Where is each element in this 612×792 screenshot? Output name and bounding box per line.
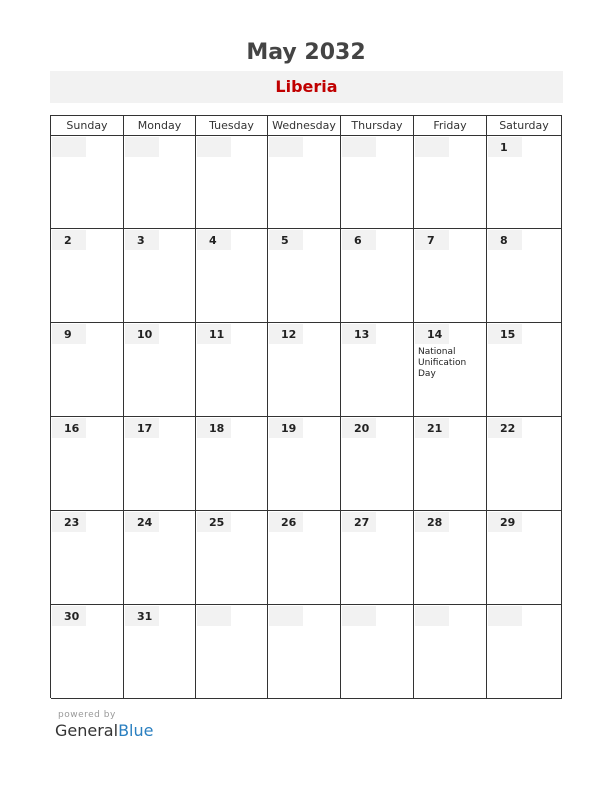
day-number-box bbox=[52, 324, 86, 344]
day-cell bbox=[268, 417, 341, 511]
day-number: 19 bbox=[281, 422, 297, 435]
day-number-box bbox=[415, 418, 449, 438]
day-number-box bbox=[52, 512, 86, 532]
weekday-header-1: Monday bbox=[124, 116, 196, 136]
day-cell bbox=[268, 605, 341, 699]
day-cell bbox=[51, 136, 124, 229]
day-number-box bbox=[415, 512, 449, 532]
day-cell bbox=[414, 605, 487, 699]
powered-by-text: powered by bbox=[58, 710, 116, 720]
day-cell bbox=[51, 605, 124, 699]
day-cell bbox=[341, 417, 414, 511]
weekday-header-4: Thursday bbox=[341, 116, 414, 136]
day-cell bbox=[196, 229, 268, 323]
day-number: 24 bbox=[137, 516, 153, 529]
day-number: 14 bbox=[427, 328, 443, 341]
day-cell bbox=[341, 605, 414, 699]
day-number: 4 bbox=[209, 234, 217, 247]
day-number-box bbox=[269, 512, 303, 532]
brand-general: General bbox=[55, 721, 119, 740]
day-number: 31 bbox=[137, 610, 153, 623]
day-number-box bbox=[197, 606, 231, 626]
generalblue-logo[interactable] bbox=[55, 721, 153, 740]
day-number: 20 bbox=[354, 422, 370, 435]
day-number: 7 bbox=[427, 234, 435, 247]
weekday-header-5: Friday bbox=[414, 116, 487, 136]
day-number: 15 bbox=[500, 328, 516, 341]
day-number-box bbox=[52, 230, 86, 250]
day-number: 17 bbox=[137, 422, 153, 435]
day-cell bbox=[268, 323, 341, 417]
holiday-label: National Unification Day bbox=[418, 347, 467, 379]
day-number: 1 bbox=[500, 141, 508, 154]
day-number: 6 bbox=[354, 234, 362, 247]
day-number-box bbox=[342, 418, 376, 438]
day-number-box bbox=[415, 230, 449, 250]
day-number-box bbox=[488, 606, 522, 626]
day-number: 28 bbox=[427, 516, 443, 529]
day-number-box bbox=[197, 418, 231, 438]
day-number-box bbox=[488, 418, 522, 438]
day-number: 26 bbox=[281, 516, 297, 529]
day-cell bbox=[124, 511, 196, 605]
day-number-box bbox=[269, 418, 303, 438]
day-number-box bbox=[415, 324, 449, 344]
day-number-box bbox=[269, 606, 303, 626]
day-number: 25 bbox=[209, 516, 225, 529]
day-cell bbox=[51, 323, 124, 417]
day-number-box bbox=[52, 418, 86, 438]
day-cell bbox=[414, 229, 487, 323]
day-number-box bbox=[342, 606, 376, 626]
day-cell bbox=[268, 136, 341, 229]
day-number-box bbox=[52, 137, 86, 157]
day-number: 13 bbox=[354, 328, 370, 341]
day-number-box bbox=[197, 324, 231, 344]
day-number: 12 bbox=[281, 328, 297, 341]
day-number-box bbox=[125, 230, 159, 250]
day-cell bbox=[487, 136, 562, 229]
day-number-box bbox=[488, 230, 522, 250]
day-number: 21 bbox=[427, 422, 443, 435]
day-number-box bbox=[125, 137, 159, 157]
day-cell bbox=[341, 323, 414, 417]
day-cell bbox=[196, 136, 268, 229]
day-cell bbox=[341, 511, 414, 605]
day-cell bbox=[196, 605, 268, 699]
day-cell bbox=[487, 323, 562, 417]
day-cell bbox=[196, 511, 268, 605]
day-number-box bbox=[125, 418, 159, 438]
day-number-box bbox=[488, 324, 522, 344]
day-number: 9 bbox=[64, 328, 72, 341]
day-number: 23 bbox=[64, 516, 80, 529]
day-cell bbox=[487, 229, 562, 323]
day-number-box bbox=[415, 137, 449, 157]
day-number-box bbox=[197, 512, 231, 532]
day-number-box bbox=[197, 137, 231, 157]
day-number-box bbox=[269, 230, 303, 250]
day-cell bbox=[124, 229, 196, 323]
day-number-box bbox=[488, 137, 522, 157]
day-number-box bbox=[125, 606, 159, 626]
day-number-box bbox=[52, 606, 86, 626]
day-cell bbox=[487, 511, 562, 605]
day-cell bbox=[341, 229, 414, 323]
day-cell bbox=[414, 136, 487, 229]
day-cell bbox=[51, 417, 124, 511]
day-number: 10 bbox=[137, 328, 153, 341]
day-number-box bbox=[269, 324, 303, 344]
day-cell bbox=[414, 323, 487, 417]
day-cell bbox=[196, 417, 268, 511]
day-number: 5 bbox=[281, 234, 289, 247]
brand-blue: Blue bbox=[118, 721, 154, 740]
day-number: 8 bbox=[500, 234, 508, 247]
day-number: 27 bbox=[354, 516, 370, 529]
day-cell bbox=[341, 136, 414, 229]
country-name: Liberia bbox=[50, 71, 563, 103]
calendar-grid bbox=[50, 115, 562, 698]
day-cell bbox=[414, 417, 487, 511]
day-number-box bbox=[197, 230, 231, 250]
day-cell bbox=[487, 605, 562, 699]
day-cell bbox=[487, 417, 562, 511]
day-cell bbox=[268, 229, 341, 323]
page-title: May 2032 bbox=[246, 40, 366, 65]
weekday-header-0: Sunday bbox=[51, 116, 124, 136]
day-cell bbox=[414, 511, 487, 605]
day-number: 2 bbox=[64, 234, 72, 247]
day-number: 30 bbox=[64, 610, 80, 623]
day-number-box bbox=[415, 606, 449, 626]
day-number: 18 bbox=[209, 422, 225, 435]
day-number: 22 bbox=[500, 422, 516, 435]
day-cell bbox=[51, 229, 124, 323]
weekday-header-3: Wednesday bbox=[268, 116, 341, 136]
day-number-box bbox=[125, 324, 159, 344]
day-number: 3 bbox=[137, 234, 145, 247]
weekday-header-6: Saturday bbox=[487, 116, 562, 136]
day-number: 16 bbox=[64, 422, 80, 435]
day-cell bbox=[51, 511, 124, 605]
day-cell bbox=[124, 605, 196, 699]
day-cell bbox=[196, 323, 268, 417]
day-number: 29 bbox=[500, 516, 516, 529]
day-number-box bbox=[342, 230, 376, 250]
day-cell bbox=[124, 323, 196, 417]
weekday-header-2: Tuesday bbox=[196, 116, 268, 136]
day-cell bbox=[268, 511, 341, 605]
day-number-box bbox=[342, 137, 376, 157]
day-cell bbox=[124, 136, 196, 229]
day-number-box bbox=[488, 512, 522, 532]
day-number-box bbox=[125, 512, 159, 532]
day-number-box bbox=[269, 137, 303, 157]
day-cell bbox=[124, 417, 196, 511]
day-number-box bbox=[342, 324, 376, 344]
day-number: 11 bbox=[209, 328, 225, 341]
day-number-box bbox=[342, 512, 376, 532]
